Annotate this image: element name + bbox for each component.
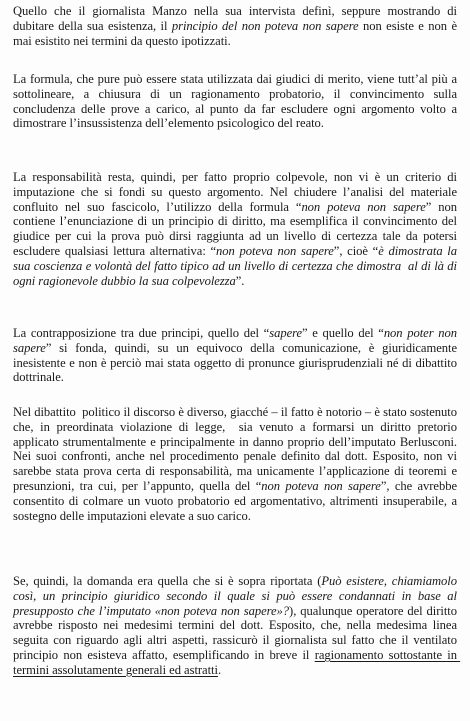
text-run: ” e quello del “ <box>302 326 384 340</box>
text-run: sapere <box>269 326 303 340</box>
paragraph-6 <box>13 574 461 678</box>
text-run: ”, cioè “ <box>333 243 379 258</box>
paragraph-5 <box>13 405 461 523</box>
text-run: non poteva non sapere <box>261 478 381 493</box>
text-run: La contrapposizione tra due principi, quello del “ <box>13 326 270 340</box>
text-run: Può esistere, chiamiamolo così, un principio giuridico secondo il quale si può essere condannati in base al presupposto che l’imputato «non poteva non sapere»? <box>13 574 461 618</box>
text-run: ” si fonda, quindi, su un equivoco della comunicazione, è giuridicamente inesistente e non è perciò mai stata oggetto di pronunce giurisprudenziali né di dibattito dottrinale. <box>13 340 461 385</box>
text-run: La formula, che pure può essere stata utilizzata dai giudici di merito, viene tutt’al più a sottolineare, a chiusura di un ragionamento probatorio, il convincimento sulla concludenza delle prove a carico, al punto da far escludere ogni argomento volto a dimostrare l’insussistenza dell’elemento psicologico del reato. <box>13 72 461 131</box>
paragraph-1 <box>13 4 461 48</box>
paragraph-4 <box>13 326 461 385</box>
paragraph-3 <box>13 170 461 288</box>
text-run: ”, che avrebbe consentito di colmare un vuoto probatorio ed argomentativo, altrimenti insuperabile, a sostegno delle imputazioni elevate a suo carico. <box>13 478 461 523</box>
text-run: è dimostrata la sua coscienza e volontà del fatto tipico ad un livello di certezza che dimostra al di là di ogni ragionevole dubbio la sua colpevolezza <box>13 243 461 288</box>
text-run: non poteva non sapere <box>301 199 426 214</box>
text-run: Nel dibattito politico il discorso è diverso, giacché – il fatto è notorio – è stato sostenuto che, in preordinata violazione di legge, sia venuto a formarsi un diritto pretorio applicato strumentalmente e principalmente in danno proprio dell’imputato Berlusconi. Nei suoi confronti, anche nel procedimento penale definito dal dott. Esposito, non vi sarebbe stata prova certa di responsabilità, ma unicamente l’applicazione di teoremi e presunzioni, tra cui, per l’appunto, quella del “ <box>13 405 461 493</box>
text-run: non poter non sapere <box>13 326 461 355</box>
text-run: principio del <box>171 18 242 33</box>
text-run: non poteva non sapere <box>241 18 359 33</box>
text-run: ragionamento sottostante in termini assolutamente generali ed astratti <box>13 647 461 677</box>
text-run: ” non contiene l’enunciazione di un principio di diritto, ma esemplifica il convincimento del giudice per cui la prova può dirsi raggiunta ad un livello di certezza tale da potersi escludere qualsiasi lettura alternativa: “ <box>13 199 461 258</box>
text-run: Se, quindi, la domanda era quella che si è sopra riportata ( <box>13 574 322 588</box>
text-run: non poteva non sapere <box>216 243 334 258</box>
text-run: . <box>217 662 222 677</box>
text-run: ), qualunque operatore del diritto avrebbe risposto nei medesimi termini del dott. Esposito, che, nella medesima linea seguita con riguardo agli altri aspetti, rassicurò il giornalista sul fatto che il ventilato principio non esisteva affatto, esemplificando in breve il <box>13 603 461 662</box>
text-run: non esiste e non è mai esistito nei termini da questo ipotizzati. <box>13 18 461 48</box>
text-run: ”. <box>235 273 245 288</box>
text-run: La responsabilità resta, quindi, per fatto proprio colpevole, non vi è un criterio di imputazione che si fondi su questo argomento. Nel chiudere l’analisi del materiale confluito nel suo fascicolo, l’utilizzo della formula “ <box>13 170 461 214</box>
paragraph-2 <box>13 72 461 131</box>
text-run: Quello che il giornalista Manzo nella sua intervista definì, seppure mostrando di dubitare della sua esistenza, il <box>13 4 461 33</box>
